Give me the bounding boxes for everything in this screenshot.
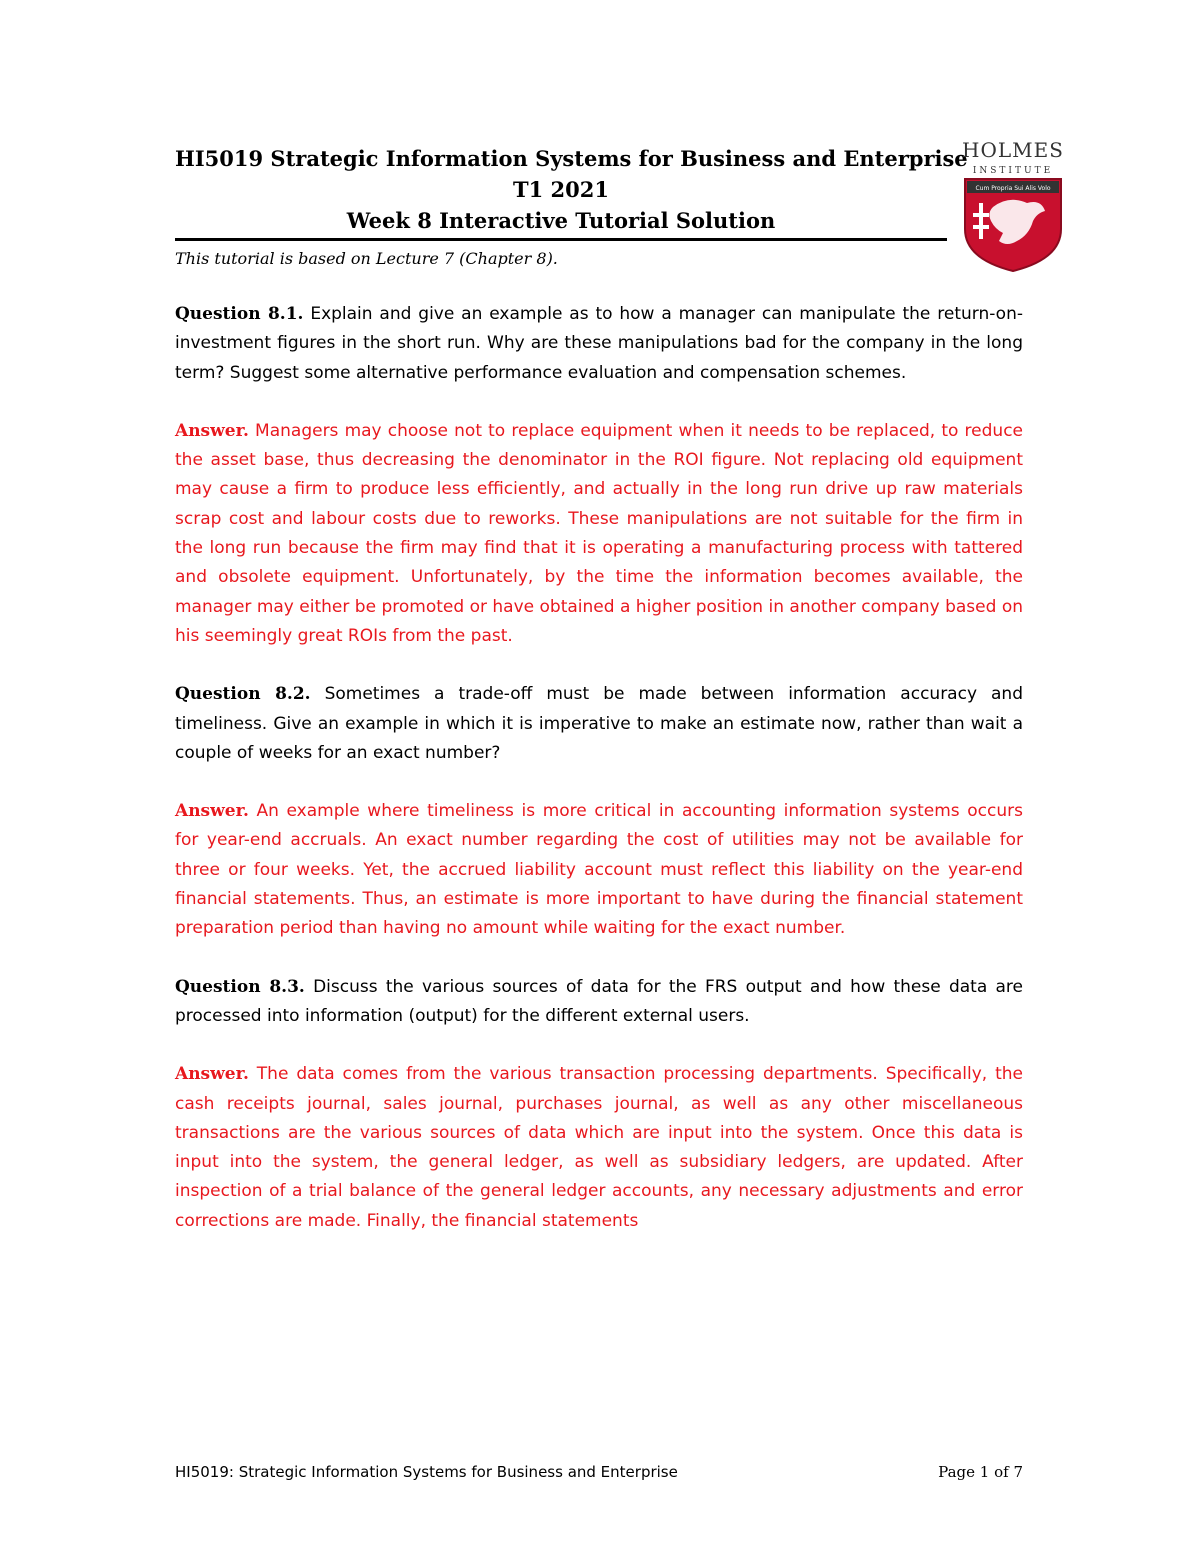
tutorial-title: Week 8 Interactive Tutorial Solution xyxy=(346,208,776,233)
question-block xyxy=(175,973,1023,1032)
answer-block xyxy=(175,1060,1023,1236)
page-number: Page 1 of 7 xyxy=(938,1463,1023,1481)
question-label: Question 8.1. xyxy=(175,304,304,324)
logo-cross-icon xyxy=(979,203,983,239)
document-header xyxy=(175,143,968,236)
question-text: Discuss the various sources of data for the FRS output and how these data are processed into information (output) for the different external users. xyxy=(175,976,1023,1026)
question-block xyxy=(175,300,1023,388)
header-divider xyxy=(175,238,947,241)
answer-label: Answer. xyxy=(175,420,249,441)
question-text: Sometimes a trade-off must be made between information accuracy and timeliness. Give an example in which it is imperative to make an estimate now, rather than wait a couple of weeks for an exact number? xyxy=(175,684,1023,763)
answer-block xyxy=(175,417,1023,651)
question-text: Explain and give an example as to how a manager can manipulate the return-on-investment figures in the short run. Why are these manipulations bad for the company in the long term? Suggest some alternative performance evaluation and compensation schemes. xyxy=(175,304,1023,383)
logo-name: HOLMES xyxy=(962,138,1064,162)
tutorial-content xyxy=(175,300,1023,1265)
answer-text: The data comes from the various transaction processing departments. Specifically, the cash receipts journal, sales journal, purchases journal, as well as any other miscellaneous transactions are the various sources of data which are input into the system. Once this data is input into the system, the general ledger, as well as subsidiary ledgers, are updated. After inspection of a trial balance of the general ledger accounts, any necessary adjustments and error corrections are made. Finally, the financial statements xyxy=(175,1064,1023,1231)
question-label: Question 8.3. xyxy=(175,976,305,997)
answer-label: Answer. xyxy=(175,1064,249,1085)
page-footer xyxy=(175,1461,1023,1483)
answer-text: Managers may choose not to replace equipment when it needs to be replaced, to reduce the asset base, thus decreasing the denominator in the ROI figure. Not replacing old equipment may cause a firm to produce less efficiently, and actually in the long run drive up raw materials scrap cost and labour costs due to reworks. These manipulations are not suitable for the firm in the long run because the firm may find that it is operating a manufacturing process with tattered and obsolete equipment. Unfortunately, by the time the information becomes available, the manager may either be promoted or have obtained a higher position in another company based on his seemingly great ROIs from the past. xyxy=(175,420,1023,646)
tutorial-intro: This tutorial is based on Lecture 7 (Chapter 8). xyxy=(175,249,558,268)
course-title: HI5019 Strategic Information Systems for Business and Enterprise xyxy=(175,146,968,171)
logo-institute: INSTITUTE xyxy=(972,166,1054,176)
term-label: T1 2021 xyxy=(513,177,609,202)
logo-motto: Cum Propria Sui Alis Volo xyxy=(975,185,1051,192)
footer-course-name: HI5019: Strategic Information Systems for Business and Enterprise xyxy=(175,1463,678,1481)
answer-block xyxy=(175,797,1023,943)
answer-label: Answer. xyxy=(175,801,249,822)
answer-text: An example where timeliness is more critical in accounting information systems occurs for year-end accruals. An exact number regarding the cost of utilities may not be available for three or four weeks. Yet, the accrued liability account must reflect this liability on the year-end financial statements. Thus, an estimate is more important to have during the financial statement preparation period than having no amount while waiting for the exact number. xyxy=(175,801,1023,939)
question-block xyxy=(175,680,1023,768)
holmes-institute-logo xyxy=(957,137,1069,272)
question-label: Question 8.2. xyxy=(175,684,311,705)
